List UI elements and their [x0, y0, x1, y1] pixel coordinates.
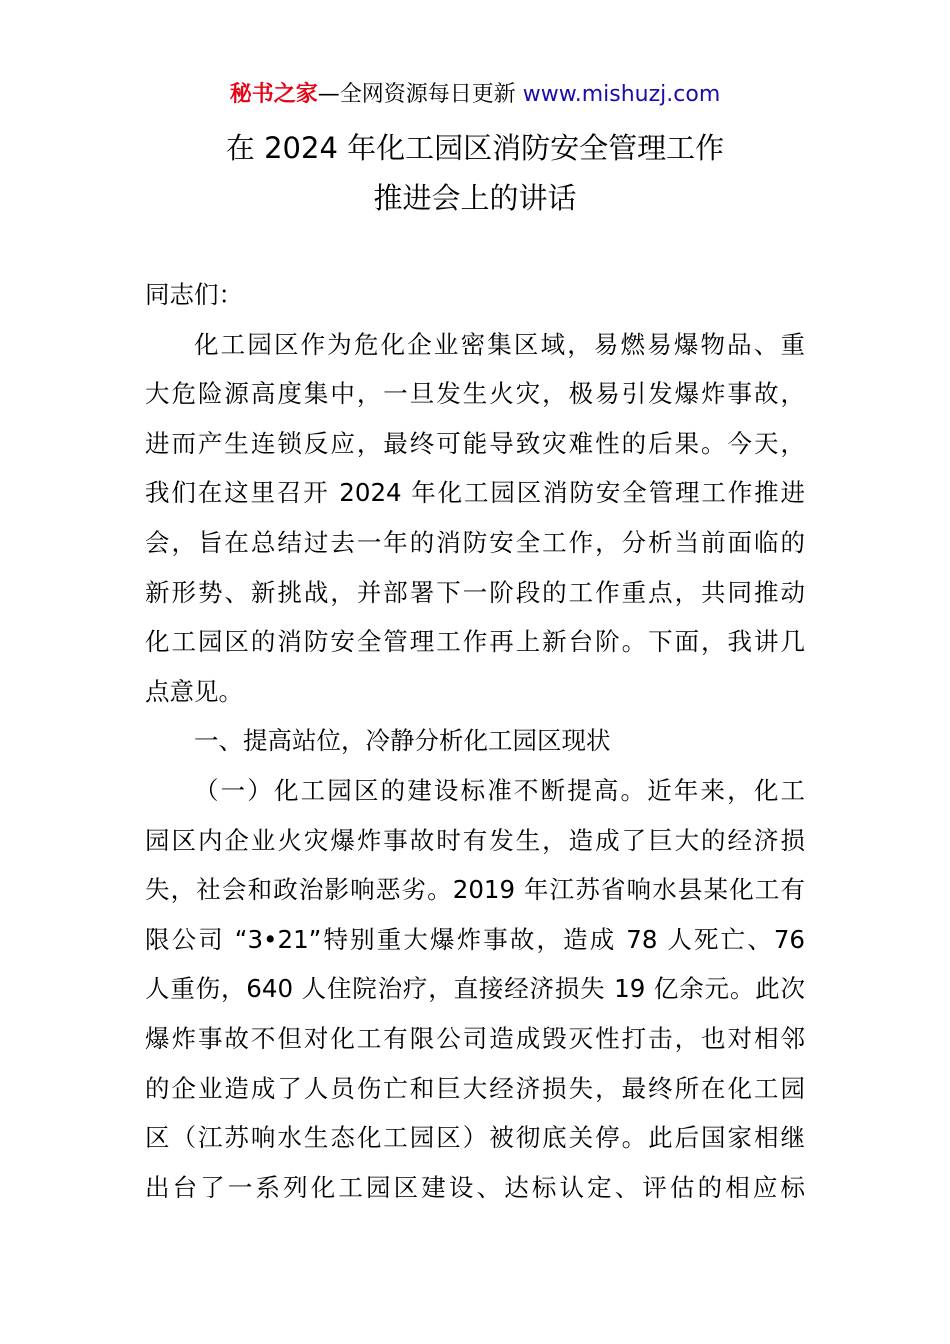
paragraph-line: 区（江苏响水生态化工园区）被彻底关停。此后国家相继	[145, 1123, 805, 1153]
paragraph-line: 化工园区作为危化企业密集区域，易燃易爆物品、重	[194, 329, 805, 359]
paragraph-line: 进而产生连锁反应，最终可能导致灾难性的后果。今天，	[145, 428, 805, 458]
paragraph-line: 爆炸事故不但对化工有限公司造成毁灭性打击，也对相邻	[145, 1023, 805, 1053]
document-title-line-2: 推进会上的讲话	[373, 181, 577, 215]
paragraph-line: 的企业造成了人员伤亡和巨大经济损失，最终所在化工园	[145, 1073, 805, 1103]
document-title-line-1: 在 2024 年化工园区消防安全管理工作	[225, 131, 725, 165]
paragraph-line: 人重伤，640 人住院治疗，直接经济损失 19 亿余元。此次	[145, 974, 805, 1004]
salutation: 同志们：	[145, 280, 243, 309]
site-url-link[interactable]: www.mishuzj.com	[522, 82, 721, 107]
paragraph-line: 失，社会和政治影响恶劣。2019 年江苏省响水县某化工有	[145, 875, 805, 905]
site-header	[0, 80, 950, 110]
paragraph-line: 我们在这里召开 2024 年化工园区消防安全管理工作推进	[145, 478, 805, 508]
paragraph-line: 大危险源高度集中，一旦发生火灾，极易引发爆炸事故，	[145, 379, 805, 409]
paragraph-line: 点意见。	[145, 676, 243, 706]
paragraph-line: 新形势、新挑战，并部署下一阶段的工作重点，共同推动	[145, 577, 805, 607]
brand-name: 秘书之家	[229, 82, 318, 107]
paragraph-line: （一）化工园区的建设标准不断提高。近年来，化工	[194, 775, 805, 805]
section-heading: 一、提高站位，冷静分析化工园区现状	[194, 726, 611, 756]
document-body	[145, 270, 805, 1212]
paragraph-line: 会，旨在总结过去一年的消防安全工作，分析当前面临的	[145, 527, 805, 557]
paragraph-line: 化工园区的消防安全管理工作再上新台阶。下面，我讲几	[145, 627, 805, 657]
paragraph-line: 园区内企业火灾爆炸事故时有发生，造成了巨大的经济损	[145, 825, 805, 855]
paragraph-line: 限公司 “3•21”特别重大爆炸事故，造成 78 人死亡、76	[145, 924, 805, 954]
paragraph-line: 出台了一系列化工园区建设、达标认定、评估的相应标	[145, 1172, 805, 1202]
header-tagline: —全网资源每日更新	[317, 82, 523, 107]
